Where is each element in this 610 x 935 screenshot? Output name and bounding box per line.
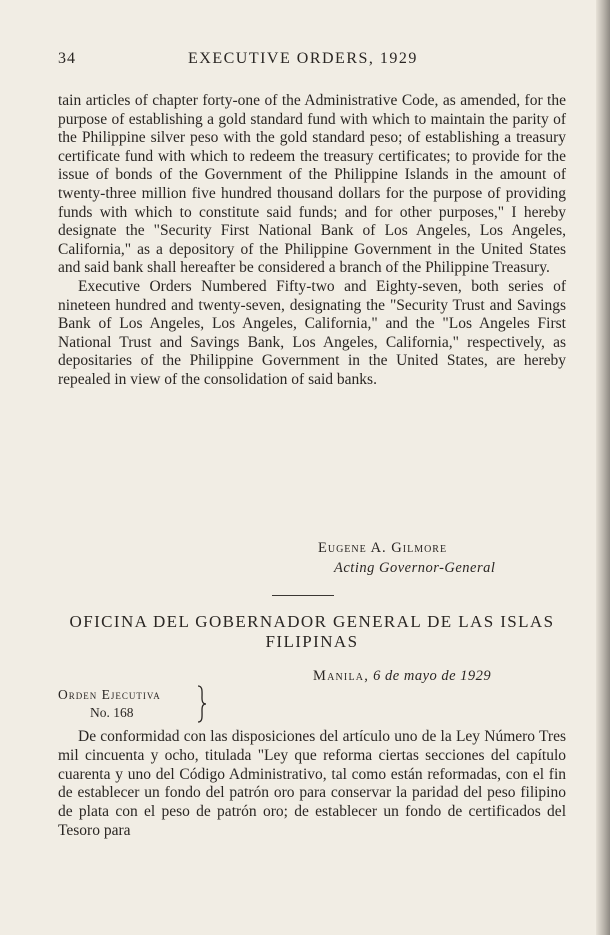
english-order-text	[58, 92, 566, 390]
order-number: No. 168	[90, 705, 134, 720]
signatory-title: Acting Governor-General	[334, 560, 496, 576]
section-divider	[272, 595, 334, 596]
signature-block	[318, 538, 495, 578]
dateline-city: Manila,	[313, 668, 370, 684]
office-title: OFICINA DEL GOBERNADOR GENERAL DE LAS ISLAS FILIPINAS	[69, 612, 555, 651]
running-title: EXECUTIVE ORDERS, 1929	[188, 50, 418, 67]
right-brace-icon	[196, 684, 208, 724]
order-label: Orden Ejecutiva	[58, 687, 161, 702]
spanish-order-paragraph: De conformidad con las disposiciones del artículo uno de la Ley Número Tres mil cincuenta y ocho, titulada "Ley que reforma ciertas secciones del capítulo cuarenta y uno del Código Administrativo, tal como están reformadas, con el fin de establecer un fondo del patrón oro para conservar la paridad del peso filipino de plata con el peso de patrón oro; de establecer un fondo de certificados del Tesoro para	[58, 728, 566, 839]
spanish-order-text	[58, 728, 566, 841]
page-binding-edge	[596, 0, 610, 935]
order-label-block	[58, 686, 161, 722]
signatory-name: Eugene A. Gilmore	[318, 540, 448, 556]
dateline	[313, 668, 491, 685]
page-number: 34	[58, 50, 76, 67]
dateline-date: 6 de mayo de 1929	[373, 668, 492, 684]
repeal-paragraph: Executive Orders Numbered Fifty-two and Eighty-seven, both series of nineteen hundred and twenty-seven, designating the "Security Trust and Savings Bank of Los Angeles, Los Angeles, California," and the "Los Angeles First National Trust and Savings Bank, Los Angeles, California," respectively, as depositaries of the Philippine Government in the United States, are hereby repealed in view of the consolidation of said banks.	[58, 277, 566, 388]
continuation-paragraph: tain articles of chapter forty-one of the Administrative Code, as amended, for the purpose of establishing a gold standard fund with which to maintain the parity of the Philippine silver peso with the gold standard peso; of establishing a treasury certificate fund with which to redeem the treasury certificates; to provide for the issue of bonds of the Government of the Philippine Islands in the amount of twenty-three million five hundred thousand dollars for the purpose of providing funds with which to constitute said funds; and for other purposes," I hereby designate the "Security First National Bank of Los Angeles, Los Angeles, California," as a depository of the Philippine Government in the United States and said bank shall hereafter be considered a branch of the Philippine Treasury.	[58, 92, 566, 277]
